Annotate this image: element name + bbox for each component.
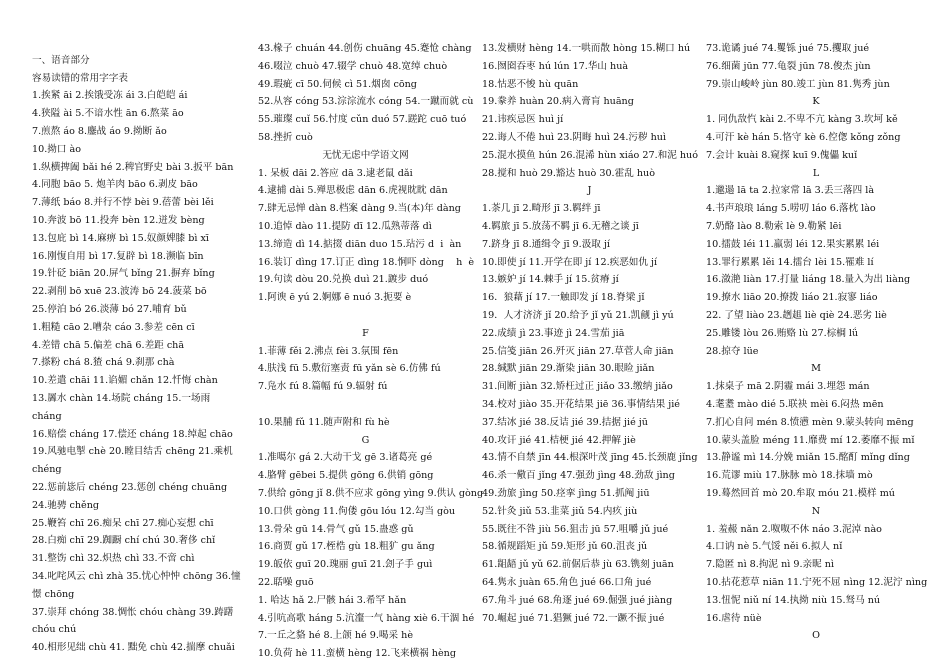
text-line: 25.鞭笞 chī 26.痴呆 chī 27.痴心妄想 chī bbox=[32, 517, 214, 529]
text-line: 37.结冰 jié 38.反诘 jié 39.拮据 jié jū bbox=[482, 416, 648, 428]
text-line: 4.差错 chā 5.偏差 chā 6.差距 chā bbox=[32, 339, 185, 351]
text-line: 7.奶酪 lào 8.勒索 lè 9.勒紧 lēi bbox=[706, 220, 842, 232]
section-heading: 无忧无虑中学语文网 bbox=[322, 149, 409, 161]
text-line: 22.诲人不倦 huì 23.阴晦 huì 24.污秽 huì bbox=[482, 131, 667, 143]
text-line: 4.书声琅琅 láng 5.唠叨 láo 6.落枕 lào bbox=[706, 203, 876, 215]
text-line: 22.剥削 bō xuē 23.波涛 bō 24.菠菜 bō bbox=[32, 286, 207, 298]
text-line: 25.信笺 jiān 26.歼灭 jiān 27.草菅人命 jiān bbox=[482, 345, 674, 357]
text-line: 10.果脯 fǔ 11.随声附和 fù hè bbox=[258, 416, 390, 428]
text-line: 1.抹桌子 mā 2.阴霾 mái 3.埋怨 mán bbox=[706, 381, 870, 393]
text-line: 7.肆无忌惮 dàn 8.档案 dàng 9.当(本)年 dàng bbox=[258, 203, 461, 215]
column-2 bbox=[258, 40, 484, 663]
text-line: 22.成绩 jì 23.事迹 jì 24.雪茄 jiā bbox=[482, 327, 625, 339]
text-line: 31.间断 jiàn 32.矫枉过正 jiǎo 33.缴纳 jiǎo bbox=[482, 381, 673, 393]
text-line: 7.一丘之貉 hé 8.上颌 hé 9.喝采 hè bbox=[258, 630, 414, 642]
text-line: 1.邋遢 lā ta 2.拉家常 lā 3.丢三落四 là bbox=[706, 185, 875, 197]
section-heading: J bbox=[587, 185, 592, 197]
text-line: 22. 了望 liào 23.趔趄 liè qiè 24.恶劣 liè bbox=[706, 309, 887, 321]
text-line: 64.隽永 juàn 65.角色 jué 66.口角 jué bbox=[482, 576, 652, 588]
text-line: 13.嫉妒 jí 14.棘手 jí 15.贫瘠 jí bbox=[482, 274, 619, 286]
text-line: 7.薄纸 báo 8.并行不悖 bèi 9.蓓蕾 bèi lěi bbox=[32, 197, 214, 209]
text-line: 31.整饬 chì 32.炽热 chì 33.不啻 chì bbox=[32, 553, 195, 565]
text-line: 7.扪心自问 mén 8.愤懑 mèn 9.蒙头转向 mēng bbox=[706, 416, 914, 428]
text-line: 43.情不自禁 jīn 44.根深叶茂 jīng 45.长颈鹿 jǐng bbox=[482, 452, 698, 464]
text-line: 1. 哈达 hǎ 2.尸骸 hái 3.希罕 hǎn bbox=[258, 594, 407, 606]
text-line: 13.羼水 chàn 14.场院 cháng 15.一场雨 cháng bbox=[32, 392, 211, 422]
text-line bbox=[258, 396, 473, 414]
column-3 bbox=[482, 40, 697, 627]
section-heading: G bbox=[361, 434, 370, 446]
text-line: 4.羁旅 jī 5.放荡不羁 jī 6.无稽之谈 jī bbox=[482, 220, 639, 232]
text-line: 1.挨紧 āi 2.挨饿受冻 ái 3.白皑皑 ái bbox=[32, 90, 188, 102]
text-line: 19.蓦然回首 mò 20.牟取 móu 21.模样 mú bbox=[706, 487, 895, 499]
column-1 bbox=[32, 34, 242, 657]
text-line: 16.赔偿 cháng 17.偿还 cháng 18.绰起 chāo bbox=[32, 428, 233, 440]
text-line: 10.蒙头盖脸 méng 11.靡费 mí 12.萎靡不振 mǐ bbox=[706, 434, 915, 446]
text-line: 1. 同仇敌忾 kài 2.不卑不亢 kàng 3.坎坷 kě bbox=[706, 114, 898, 126]
section-heading: N bbox=[811, 505, 821, 517]
text-line: 13.发横财 hèng 14.一哄而散 hòng 15.糊口 hú bbox=[482, 43, 691, 54]
text-line: 52.针灸 jiǔ 53.韭菜 jiǔ 54.内疚 jiù bbox=[482, 505, 638, 517]
text-line: 10.口供 gòng 11.佝偻 gōu lóu 12.勾当 gòu bbox=[258, 505, 456, 517]
text-line: 13.缔造 dì 14.掂掇 diān duo 15.玷污 d i àn bbox=[258, 238, 462, 250]
text-line: 46.啜泣 chuò 47.辍学 chuò 48.宽绰 chuò bbox=[258, 60, 448, 72]
text-line: 21.讳疾忌医 huì jí bbox=[482, 114, 564, 126]
text-line: 13.包庇 bì 14.麻痹 bì 15.奴颜婢膝 bì xī bbox=[32, 232, 209, 244]
text-line: 58.循规蹈矩 jǔ 59.矩形 jǔ 60.沮丧 jǔ bbox=[482, 541, 648, 553]
text-line: 22.聒噪 guō bbox=[258, 576, 314, 588]
text-line: 55.璀璨 cuǐ 56.忖度 cǔn duó 57.蹉跎 cuō tuó bbox=[258, 114, 467, 126]
text-line: 10.拗口 ào bbox=[32, 143, 81, 155]
text-line: 4.耄耋 mào dié 5.联袂 mèi 6.闷热 mēn bbox=[706, 398, 884, 410]
text-line: 7.凫水 fú 8.篇幅 fú 9.辐射 fú bbox=[258, 381, 388, 393]
text-line: 4.胳臂 gēbei 5.提供 gōng 6.供销 gōng bbox=[258, 470, 434, 482]
text-line: 58.挫折 cuò bbox=[258, 131, 313, 143]
text-line: 22.惩前毖后 chéng 23.惩创 chéng chuāng 24.驰骋 chěng bbox=[32, 481, 228, 511]
text-line: 61.龃龉 jǔ yǔ 62.前倨后恭 jù 63.镌刻 juān bbox=[482, 559, 674, 571]
text-line: 16.装订 dìng 17.订正 dìng 18.恫吓 dòng h è bbox=[258, 256, 475, 268]
text-line: 28.缄默 jiān 29.渐染 jiān 30.眼睑 jiǎn bbox=[482, 363, 655, 375]
text-line: 7.会计 kuài 8.窥探 kuī 9.傀儡 kuǐ bbox=[706, 149, 858, 161]
text-line: 10.追悼 dào 11.提防 dī 12.瓜熟蒂落 dì bbox=[258, 220, 432, 232]
text-line: 40.攻讦 jié 41.桔梗 jié 42.押解 jiè bbox=[482, 434, 636, 446]
text-line: 4.引吭高歌 háng 5.沆瀣一气 hàng xiè 6.干涸 hé bbox=[258, 612, 475, 624]
text-line: 7.跻身 jī 8.通缉令 jī 9.汲取 jí bbox=[482, 238, 610, 250]
text-line: 10.拈花惹草 niān 11.宁死不屈 nìng 12.泥泞 nìng bbox=[706, 576, 928, 588]
text-line: 67.角斗 jué 68.角逐 jué 69.倔强 jué jiàng bbox=[482, 594, 673, 606]
text-line: 1.阿谀 ē yú 2.婀娜 ē nuó 3.扼要 è bbox=[258, 292, 412, 304]
text-line: 4.口讷 nè 5.气馁 něi 6.拟人 nǐ bbox=[706, 541, 843, 553]
text-line: 25.混水摸鱼 hún 26.混浠 hùn xiáo 27.和泥 huó bbox=[482, 149, 698, 161]
text-line: 18.怙恶不悛 hù quān bbox=[482, 78, 579, 90]
text-line: 70.崛起 jué 71.猖獗 jué 72.一蹶不振 jué bbox=[482, 612, 665, 624]
text-line: 7.搽粉 chá 8.猹 chá 9.刹那 chà bbox=[32, 357, 175, 369]
text-line: 16.商贾 gǔ 17.桎梏 gù 18.粗犷 gu ǎng bbox=[258, 541, 435, 553]
text-line: 1.茶几 jī 2.畸形 jī 3.羁绊 jī bbox=[482, 203, 601, 215]
text-line: 73.诡谲 jué 74.矍铄 jué 75.攫取 jué bbox=[706, 43, 870, 54]
text-line: 16.囫囵吞枣 hú lún 17.华山 huà bbox=[482, 60, 629, 72]
text-line: 1.粗糙 cāo 2.嘈杂 cáo 3.参差 cēn cī bbox=[32, 321, 195, 333]
text-line: 1.菲薄 fěi 2.沸点 fèi 3.氛围 fēn bbox=[258, 345, 399, 357]
text-line: 1. 呆板 dāi 2.答应 dā 3.逮老鼠 dǎi bbox=[258, 167, 413, 179]
text-line: 1.纵横捭阖 bǎi hé 2.稗官野史 bài 3.扳平 bān bbox=[32, 161, 234, 173]
text-line: 19.撩水 liāo 20.撩拨 liáo 21.寂寥 liáo bbox=[706, 292, 878, 304]
text-line: 1. 羞赧 nǎn 2.呶呶不休 náo 3.泥淖 nào bbox=[706, 523, 882, 535]
text-line: 19．人才济济 jǐ 20.给予 jǐ yǔ 21.凯觎 jì yú bbox=[482, 309, 674, 321]
text-line: 4.狭隘 ài 5.不谙水性 ān 6.熬菜 āo bbox=[32, 108, 184, 120]
text-line: 43.椽子 chuán 44.创伤 chuāng 45.蹇怆 chàng bbox=[258, 43, 472, 54]
text-line: 7.供给 gōng jǐ 8.供不应求 gōng yìng 9.供认 gòng bbox=[258, 487, 484, 499]
text-line: 16.荒谬 miù 17.脉脉 mò 18.抹墙 mò bbox=[706, 470, 873, 482]
text-line: 37.崇拜 chóng 38.惆怅 chóu chàng 39.踌躇 chóu chú bbox=[32, 606, 234, 636]
text-line: 7.隐匿 nì 8.拘泥 nì 9.亲昵 nì bbox=[706, 559, 835, 571]
text-line: 13.静谧 mì 14.分娩 miǎn 15.酩酊 mǐng dǐng bbox=[706, 452, 910, 464]
text-line bbox=[32, 34, 242, 52]
text-line: 10.擂鼓 léi 11.羸弱 léi 12.果实累累 léi bbox=[706, 238, 880, 250]
text-line: 4.肤浅 fū 5.敷衍塞责 fū yǎn sè 6.仿佛 fú bbox=[258, 363, 441, 375]
text-line: 19.句读 dòu 20.兑换 duì 21.踱步 duó bbox=[258, 274, 429, 286]
text-line: 25.停泊 bó 26.淡薄 bó 27.哺育 bǔ bbox=[32, 303, 187, 315]
text-line: 13.骨朵 gū 14.骨气 gǔ 15.蛊惑 gǔ bbox=[258, 523, 414, 535]
text-line: 10.负荷 hè 11.蛮横 hèng 12.飞来横祸 hèng bbox=[258, 648, 456, 660]
text-line: 76.细菌 jūn 77.龟裂 jūn 78.俊杰 jùn bbox=[706, 60, 871, 72]
section-heading: M bbox=[811, 363, 821, 375]
text-line: 55.既往不咎 jiù 56.狙击 jū 57.咀嚼 jǔ jué bbox=[482, 523, 669, 535]
text-line: 16．狼藉 jí 17.一触即发 jí 18.脊梁 jǐ bbox=[482, 292, 645, 304]
text-line: 4.同胞 bāo 5. 炮羊肉 bāo 6.剥皮 bāo bbox=[32, 179, 198, 191]
text-line: 34.叱咤风云 chì zhà 35.忧心忡忡 chōng 36.憧憬 chōng bbox=[32, 570, 241, 600]
section-heading: O bbox=[812, 630, 820, 642]
text-line: 19.豢养 huàn 20.病入膏肓 huāng bbox=[482, 96, 634, 108]
text-line: 19.皈依 guī 20.瑰丽 guī 21.刽子手 guì bbox=[258, 559, 433, 571]
text-line: 容易读错的常用字字表 bbox=[32, 72, 128, 84]
text-line: 16.刚愎自用 bì 17.复辟 bì 18.濒临 bīn bbox=[32, 250, 204, 262]
text-line: 13.忸怩 niǔ ní 14.执拗 niù 15.驽马 nú bbox=[706, 594, 881, 606]
text-line: 10.即使 jí 11.开学在即 jí 12.疾恶如仇 jí bbox=[482, 256, 658, 268]
text-line: 一、语音部分 bbox=[32, 54, 90, 66]
text-line: 16.虐待 nüè bbox=[706, 612, 762, 624]
text-line bbox=[258, 307, 473, 325]
text-line: 13.罪行累累 lěi 14.擂台 lèi 15.罹难 lí bbox=[706, 256, 874, 268]
text-line: 28.掠夺 lüe bbox=[706, 345, 759, 357]
text-line: 4.逮捕 dài 5.殚思极虑 dān 6.虎视眈眈 dān bbox=[258, 185, 448, 197]
text-line: 19.风驰电掣 chè 20.瞠目结舌 chēng 21.乘机 chéng bbox=[32, 446, 233, 476]
column-4 bbox=[706, 40, 926, 645]
text-line: 40.相形见绌 chù 41. 黜免 chù 42.揣摩 chuǎi bbox=[32, 642, 235, 654]
text-line: 1.准噶尔 gá 2.大动干戈 gē 3.诸葛亮 gé bbox=[258, 452, 433, 464]
text-line: 25.雕镂 lòu 26.贿赂 lù 27.棕榈 lǘ bbox=[706, 327, 859, 339]
text-line: 7.煎熬 áo 8.鏖战 áo 9.拗断 ǎo bbox=[32, 125, 167, 137]
text-line: 52.从容 cóng 53.淙淙流水 cóng 54.一蹴而就 cù bbox=[258, 96, 474, 108]
text-line: 46.杀一儆百 jǐng 47.强劲 jìng 48.劲敌 jìng bbox=[482, 470, 675, 482]
text-line: 16.潋滟 liàn 17.打量 liáng 18.量入为出 liàng bbox=[706, 274, 911, 286]
text-line: 49.劲旅 jìng 50.痉挛 jìng 51.抓阄 jiū bbox=[482, 487, 650, 499]
text-line: 79.崇山峻岭 jùn 80.竣工 jùn 81.隽秀 jùn bbox=[706, 78, 890, 90]
section-heading: F bbox=[362, 327, 369, 339]
text-line: 28.搅和 huò 29.豁达 huò 30.霍乱 huò bbox=[482, 167, 655, 179]
text-line: 49.瑕疵 cī 50.伺候 cì 51.烟囱 cōng bbox=[258, 78, 417, 90]
text-line: 19.针砭 biān 20.屏气 bǐng 21.摒弃 bǐng bbox=[32, 268, 215, 280]
text-line: 28.白痴 chī 29.踟蹰 chí chú 30.奢侈 chǐ bbox=[32, 535, 216, 547]
text-line: 4.可汗 kè hán 5.恪守 kè 6.倥偬 kǒng zǒng bbox=[706, 131, 901, 143]
section-heading: K bbox=[812, 96, 820, 108]
text-line: 34.校对 jiào 35.开花结果 jiē 36.事情结果 jié bbox=[482, 398, 680, 410]
text-line: 10.奔波 bō 11.投奔 bèn 12.迸发 bèng bbox=[32, 214, 205, 226]
text-line: 10.差遣 chāi 11.谄媚 chǎn 12.忏悔 chàn bbox=[32, 375, 218, 387]
section-heading: L bbox=[812, 167, 820, 179]
